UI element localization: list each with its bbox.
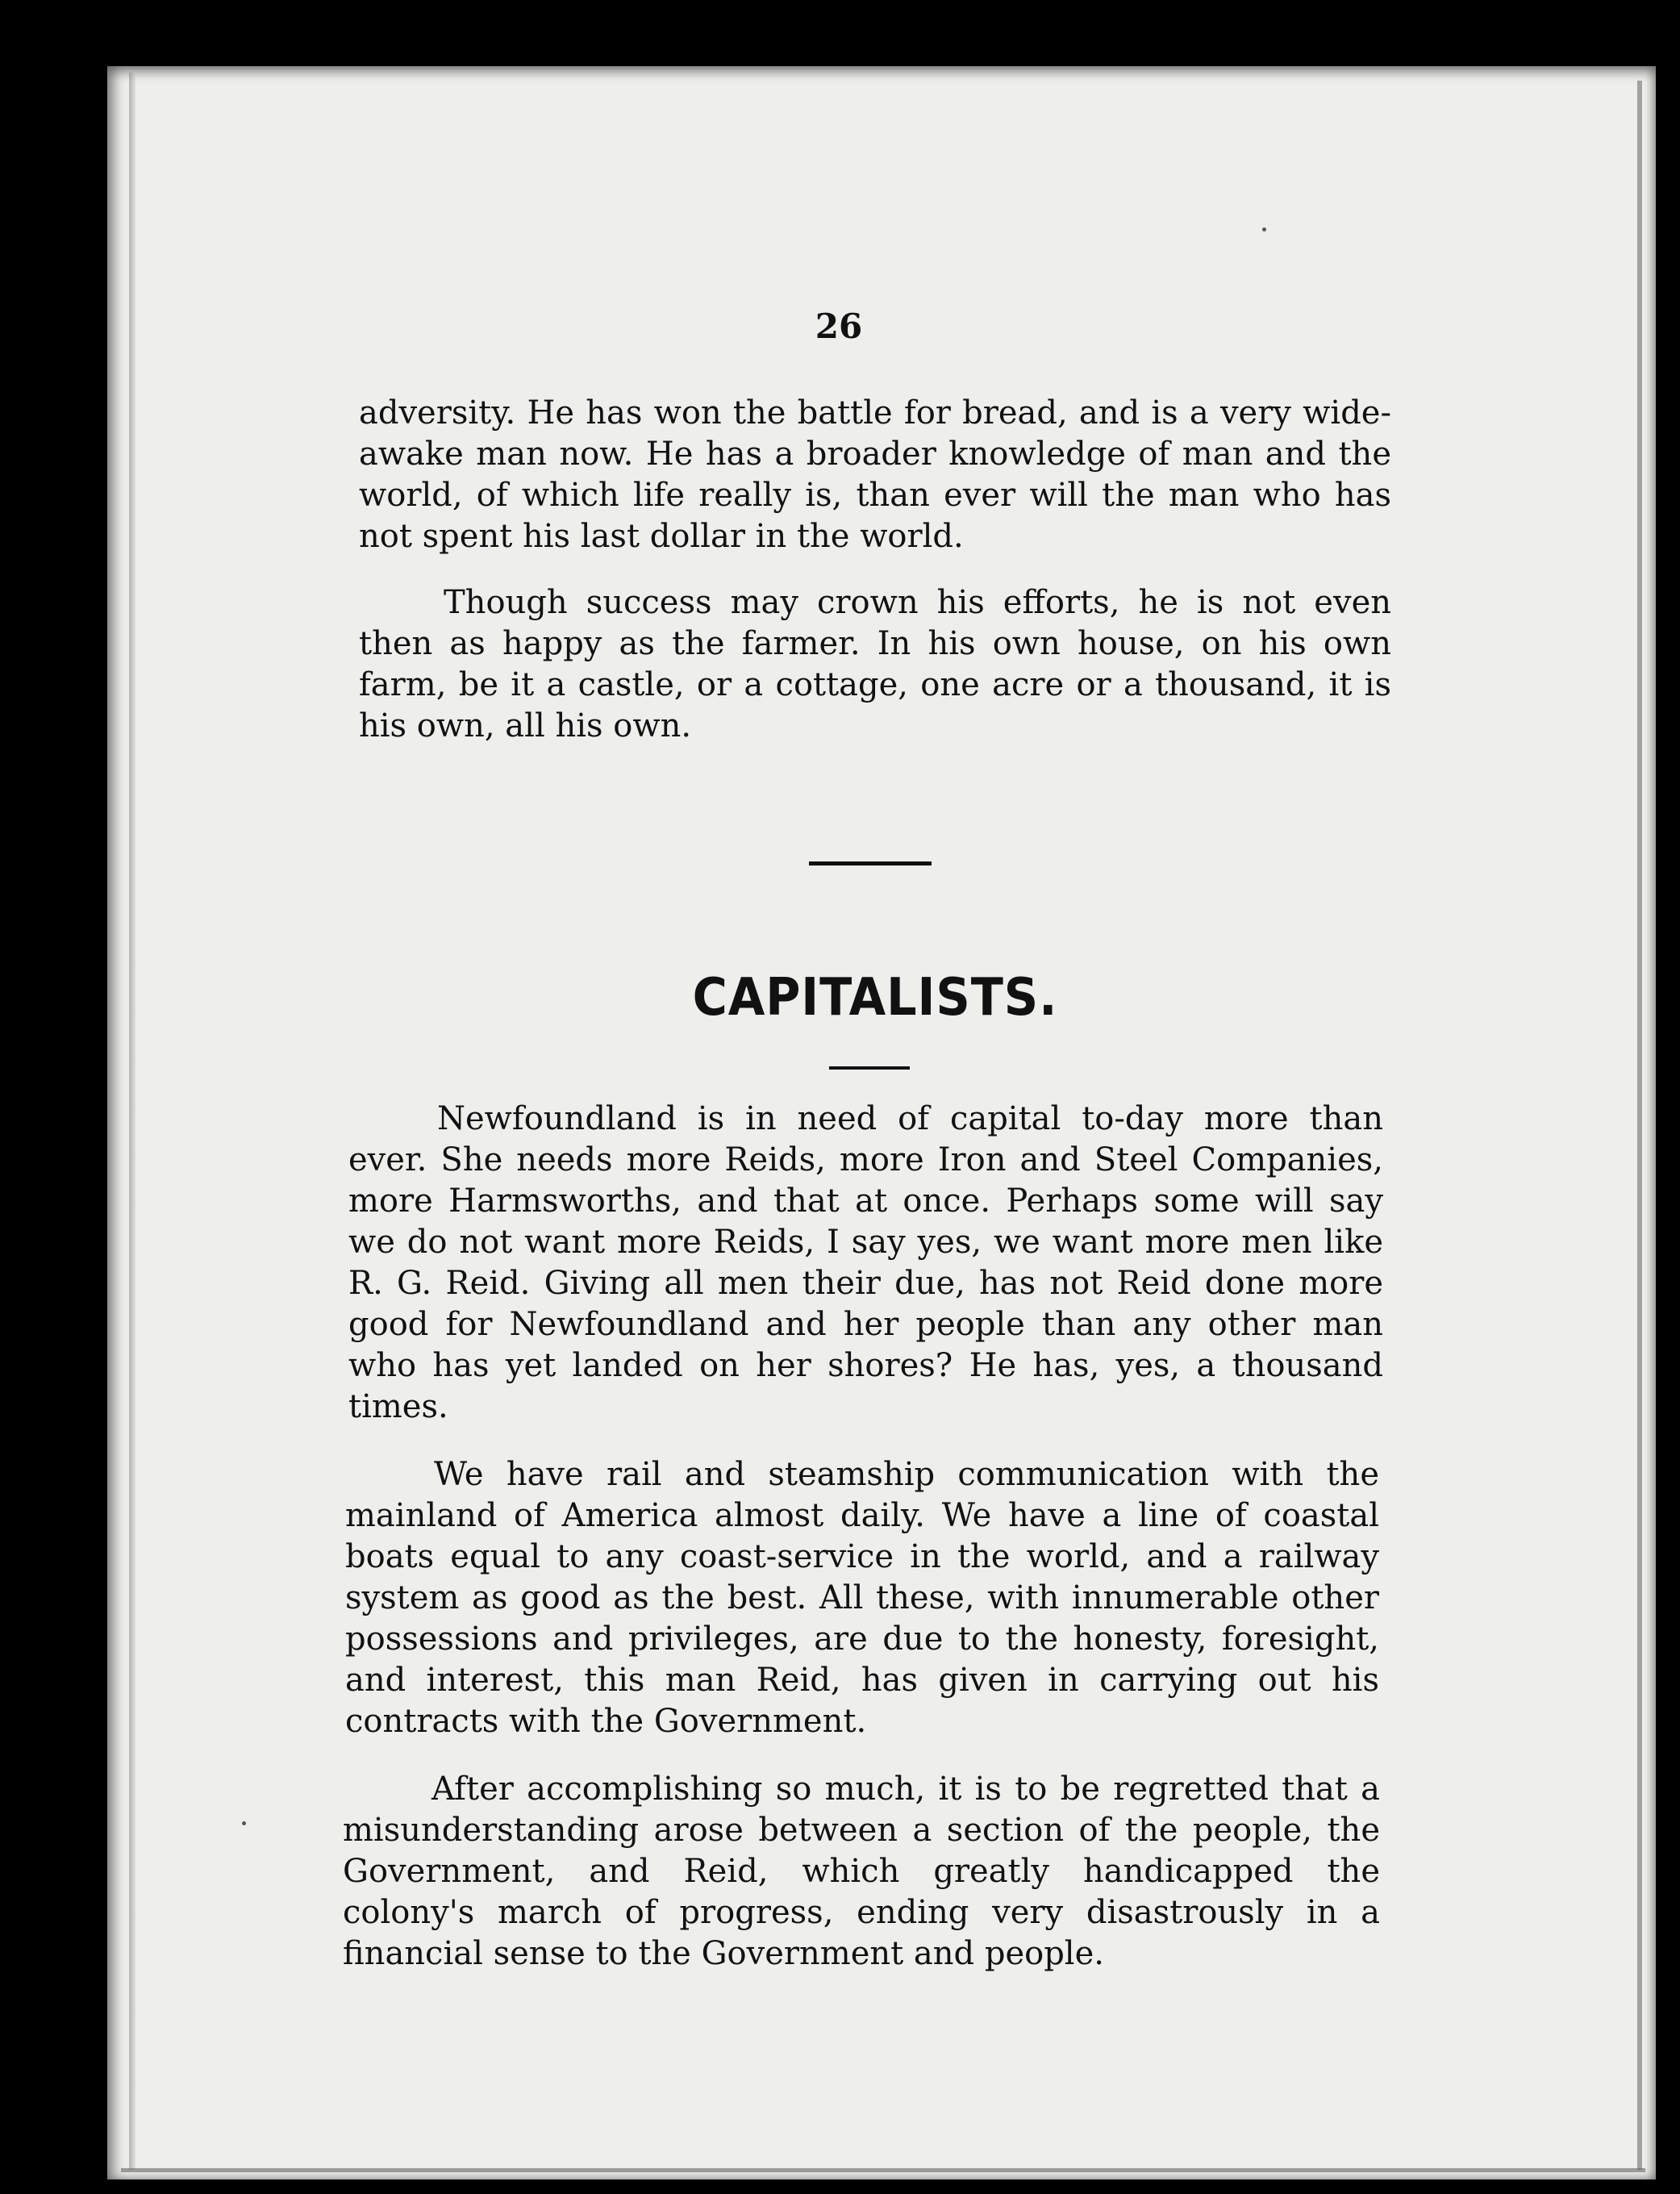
page-right-edge — [1637, 81, 1642, 2170]
paragraph — [343, 1769, 1380, 1975]
paragraph — [345, 1454, 1379, 1742]
paragraph-text: Newfoundland is in need of capital to-day more than ever. She needs more Reids, more Iron and Steel Companies, more Harmsworths, and that at once. Perhaps some will say we do not want more Reids, I say yes, we want more men like R. G. Reid. Giving all men their due, has not Reid done more good for Newfoundland and her people than any other man who has yet landed on her shores? He has, yes, a thousand times. — [348, 1100, 1383, 1425]
heading-underline — [829, 1066, 910, 1070]
scan-speck — [242, 1821, 246, 1825]
paragraph-text: adversity. He has won the battle for bread, and is a very wide-awake man now. He has a broader knowledge of man and the world, of which life really is, than ever will the man who has not spent his last dollar in the world. — [359, 394, 1391, 555]
section-heading: CAPITALISTS. — [692, 968, 1058, 1028]
page-left-edge — [129, 73, 135, 2170]
paragraph-text: We have rail and steamship communication with the mainland of America almost daily. We have a line of coastal boats equal to any coast-service in the world, and a railway system as good as the best. All these, with innumerable other possessions and privileges, are due to the honesty, foresight, and interest, this man Reid, has given in carrying out his contracts with the Government. — [345, 1456, 1379, 1740]
page-bottom-edge — [121, 2168, 1645, 2172]
page-number: 26 — [815, 307, 863, 346]
paragraph — [348, 1099, 1383, 1428]
paragraph — [359, 582, 1391, 747]
section-divider — [809, 861, 932, 866]
paragraph-text: Though success may crown his efforts, he is not even then as happy as the farmer. In his own house, on his own farm, be it a castle, or a cottage, one acre or a thousand, it is his own, all his own. — [359, 584, 1391, 745]
scan-speck — [1262, 227, 1266, 231]
paragraph-text: After accomplishing so much, it is to be regretted that a misunderstanding arose between a section of the people, the Government, and Reid, which greatly handicapped the colony's march of progress, ending very disastrously in a financial sense to the Government and people. — [343, 1771, 1380, 1972]
paragraph-continued — [359, 393, 1391, 557]
